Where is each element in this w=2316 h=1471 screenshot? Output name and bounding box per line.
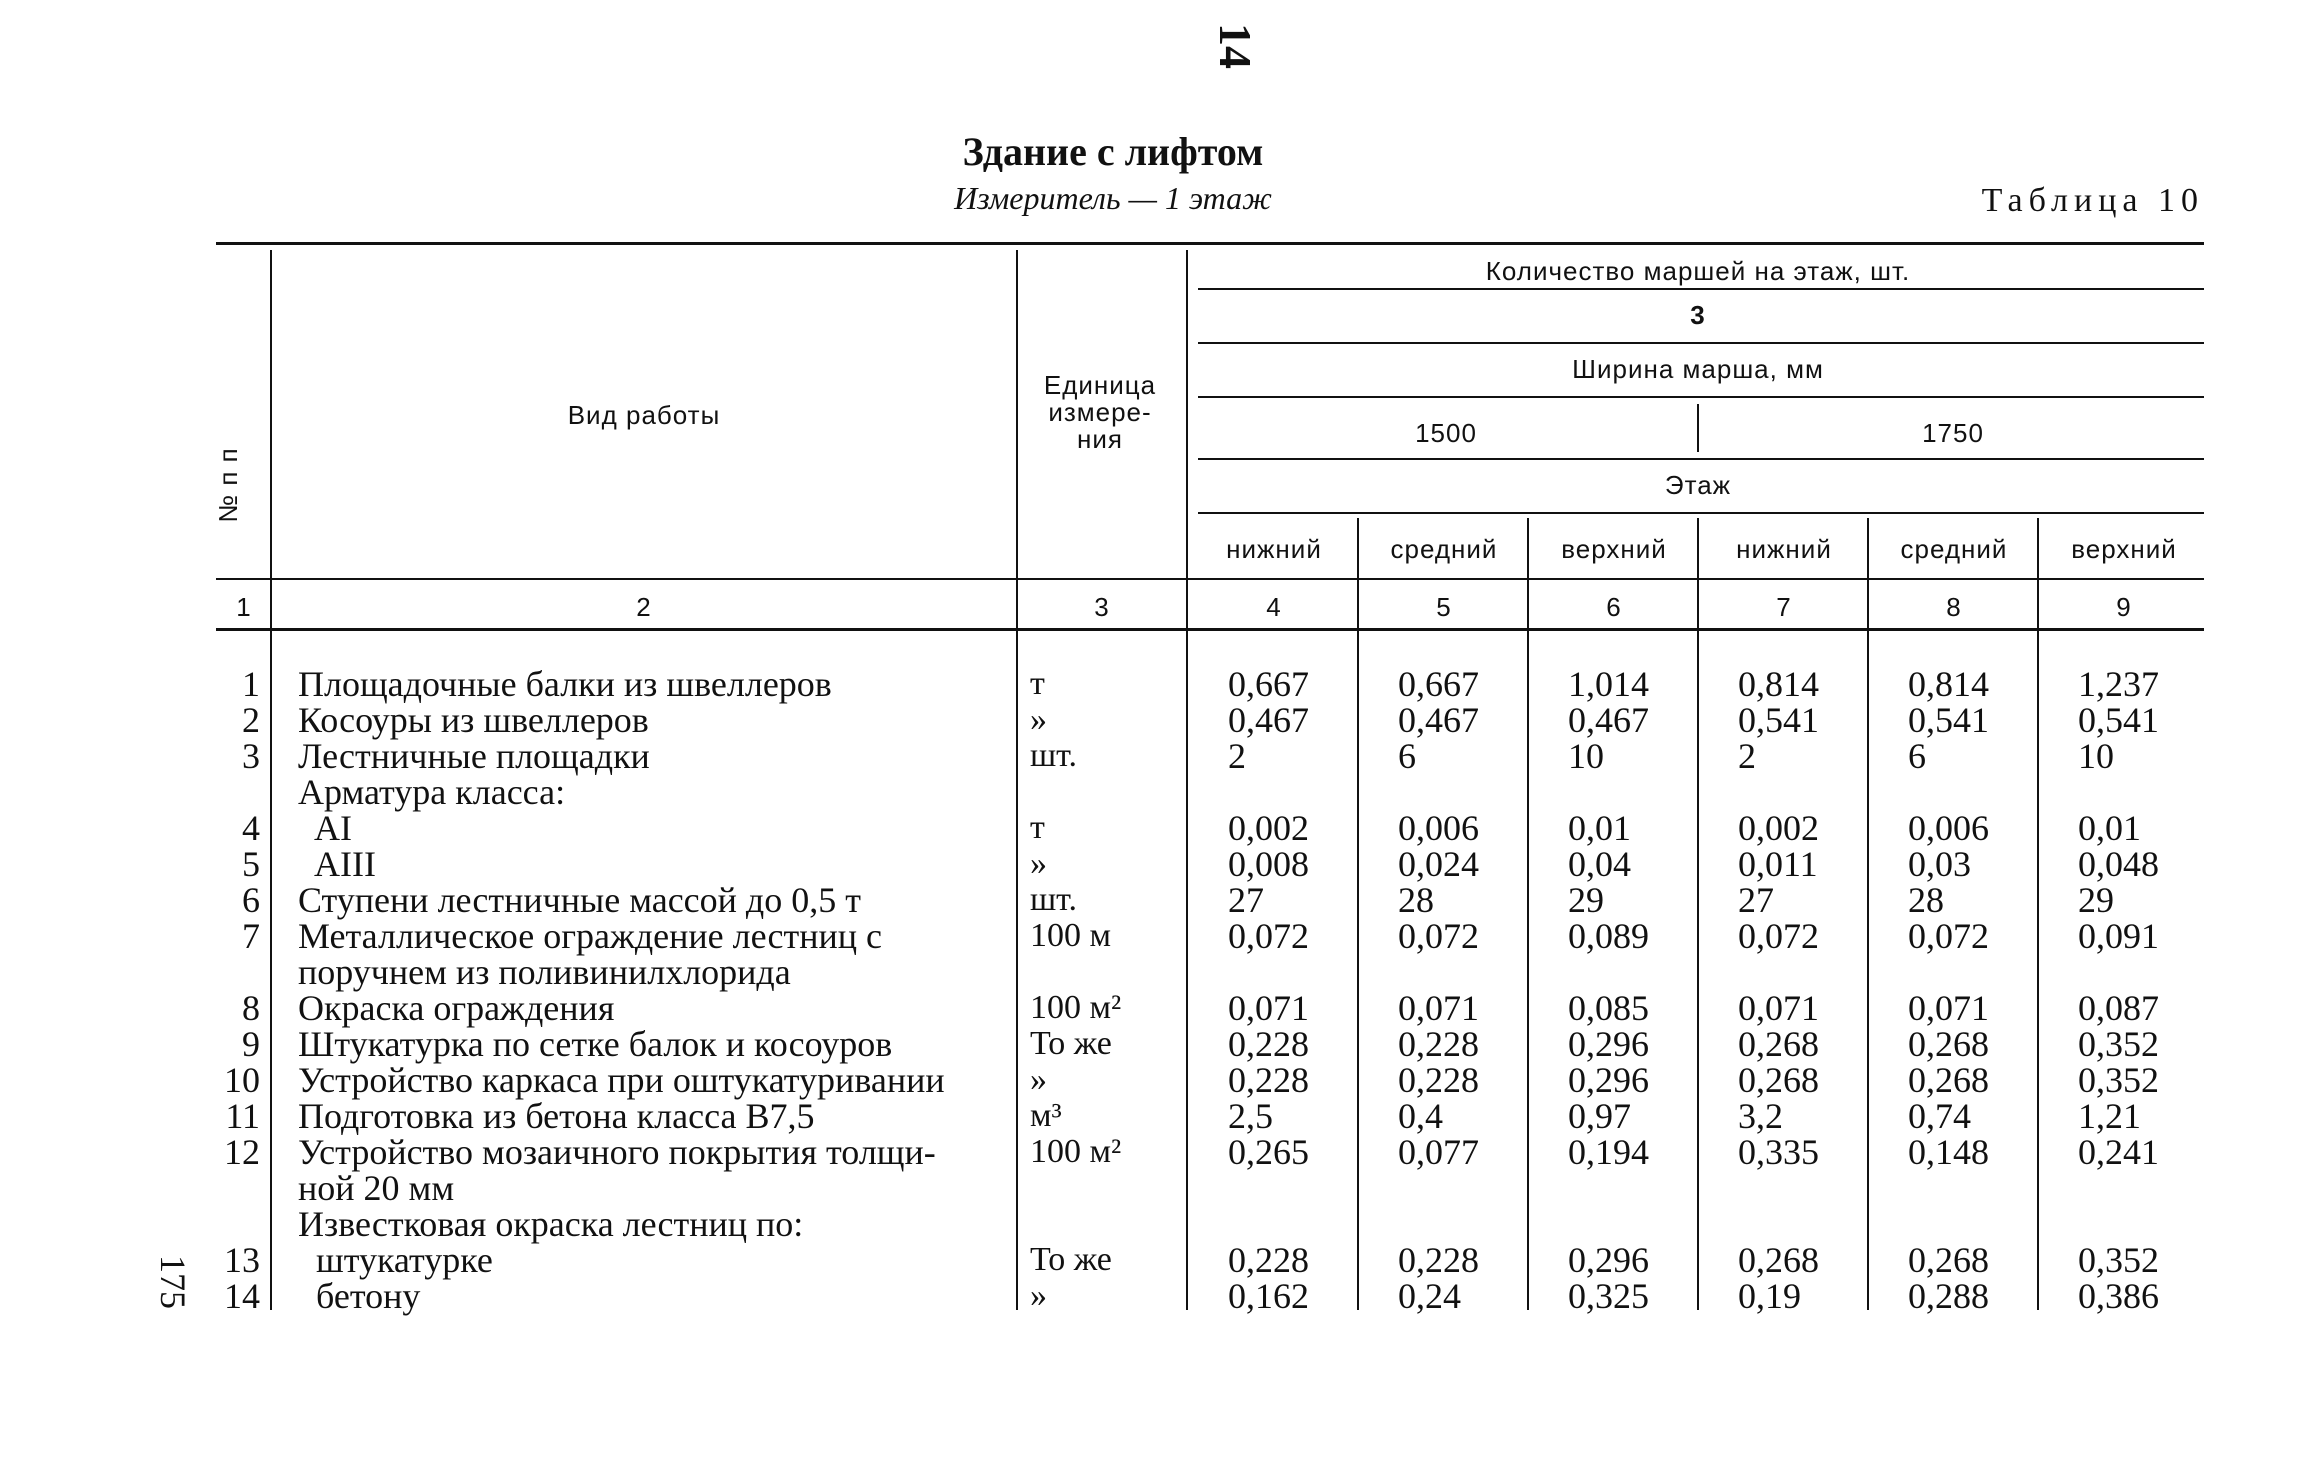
row-value-col-7: 0,335 — [1738, 1132, 1819, 1172]
row-value-col-9: 0,541 — [2078, 700, 2159, 740]
group-rule — [1198, 288, 2204, 290]
row-work-type: Площадочные балки из швеллеров — [298, 664, 832, 704]
header-width-1500: 1500 — [1415, 418, 1477, 448]
row-value-col-6: 0,296 — [1568, 1024, 1649, 1064]
row-value-col-8: 0,006 — [1908, 808, 1989, 848]
floor-rule — [1198, 512, 2204, 514]
row-value-col-9: 0,352 — [2078, 1060, 2159, 1100]
row-number: 12 — [224, 1132, 260, 1172]
header-width-title: Ширина марша, мм — [1572, 354, 1824, 384]
col-sep-unit — [1186, 250, 1188, 1310]
row-value-col-5: 0,077 — [1398, 1132, 1479, 1172]
row-value-col-5: 0,228 — [1398, 1060, 1479, 1100]
row-value-col-6: 0,089 — [1568, 916, 1649, 956]
header-floor-1: нижний — [1226, 534, 1322, 564]
row-value-col-8: 28 — [1908, 880, 1944, 920]
row-unit: » — [1030, 701, 1047, 738]
row-value-col-7: 0,072 — [1738, 916, 1819, 956]
row-value-col-7: 2 — [1738, 736, 1756, 776]
row-value-col-5: 0,228 — [1398, 1240, 1479, 1280]
row-unit: » — [1030, 1277, 1047, 1314]
row-work-type: Подготовка из бетона класса В7,5 — [298, 1096, 815, 1136]
row-work-type: штукатурке — [298, 1240, 493, 1280]
row-unit: 100 м² — [1030, 1133, 1122, 1170]
row-unit: То же — [1030, 1241, 1112, 1278]
row-value-col-9: 0,352 — [2078, 1024, 2159, 1064]
row-work-type: Металлическое ограждение лестниц с — [298, 916, 882, 956]
row-value-col-9: 0,048 — [2078, 844, 2159, 884]
header-width-1750: 1750 — [1922, 418, 1984, 448]
row-value-col-8: 0,288 — [1908, 1276, 1989, 1316]
row-value-col-9: 0,087 — [2078, 988, 2159, 1028]
header-col-unit: Единица измере-ния — [1043, 370, 1157, 454]
width-rule — [1198, 396, 2204, 398]
row-work-type: поручнем из поливинилхлорида — [298, 952, 791, 992]
header-floor-2: средний — [1390, 534, 1498, 564]
row-value-col-5: 0,467 — [1398, 700, 1479, 740]
row-value-col-5: 28 — [1398, 880, 1434, 920]
row-number: 5 — [242, 844, 260, 884]
colnum-bottom-rule — [216, 628, 2204, 631]
row-value-col-6: 0,194 — [1568, 1132, 1649, 1172]
page-title: Здание с лифтом — [962, 129, 1264, 174]
row-value-col-6: 0,04 — [1568, 844, 1631, 884]
row-work-type: AI — [298, 808, 352, 848]
row-number: 3 — [242, 736, 260, 776]
row-value-col-7: 0,268 — [1738, 1060, 1819, 1100]
width-values-rule — [1198, 458, 2204, 460]
colnum-3: 3 — [1094, 592, 1110, 622]
row-work-type: Косоуры из швеллеров — [298, 700, 649, 740]
row-unit: м³ — [1030, 1097, 1062, 1134]
row-value-col-9: 0,091 — [2078, 916, 2159, 956]
table-top-rule — [216, 242, 2204, 245]
row-value-col-7: 0,541 — [1738, 700, 1819, 740]
row-value-col-8: 0,268 — [1908, 1060, 1989, 1100]
row-work-type: AIII — [298, 844, 376, 884]
col-sep-work — [1016, 250, 1018, 1310]
count-rule — [1198, 342, 2204, 344]
header-floor-6: верхний — [2071, 534, 2177, 564]
row-value-col-8: 0,541 — [1908, 700, 1989, 740]
row-unit: То же — [1030, 1025, 1112, 1062]
row-value-col-7: 0,071 — [1738, 988, 1819, 1028]
row-value-col-6: 29 — [1568, 880, 1604, 920]
page-number-top: 14 — [1210, 23, 1261, 69]
row-value-col-8: 0,148 — [1908, 1132, 1989, 1172]
row-value-col-6: 0,296 — [1568, 1060, 1649, 1100]
row-number: 8 — [242, 988, 260, 1028]
row-value-col-4: 0,008 — [1228, 844, 1309, 884]
header-floor-5: средний — [1900, 534, 2008, 564]
col-sep-7 — [1867, 518, 1869, 1310]
row-value-col-4: 0,265 — [1228, 1132, 1309, 1172]
row-number: 14 — [224, 1276, 260, 1316]
row-value-col-7: 0,814 — [1738, 664, 1819, 704]
col-sep-6 — [1697, 518, 1699, 1310]
row-work-type: Известковая окраска лестниц по: — [298, 1204, 804, 1244]
row-value-col-7: 27 — [1738, 880, 1774, 920]
row-value-col-6: 0,01 — [1568, 808, 1631, 848]
row-number: 10 — [224, 1060, 260, 1100]
row-number: 6 — [242, 880, 260, 920]
row-unit: т — [1030, 809, 1045, 846]
row-value-col-4: 27 — [1228, 880, 1264, 920]
row-value-col-9: 0,352 — [2078, 1240, 2159, 1280]
header-group-title: Количество маршей на этаж, шт. — [1485, 256, 1911, 286]
row-unit: 100 м² — [1030, 989, 1122, 1026]
row-value-col-7: 0,002 — [1738, 808, 1819, 848]
row-value-col-9: 0,386 — [2078, 1276, 2159, 1316]
row-value-col-8: 0,814 — [1908, 664, 1989, 704]
col-sep-4 — [1357, 518, 1359, 1310]
row-value-col-6: 0,467 — [1568, 700, 1649, 740]
row-value-col-4: 0,002 — [1228, 808, 1309, 848]
colnum-9: 9 — [2116, 592, 2132, 622]
row-value-col-4: 0,467 — [1228, 700, 1309, 740]
row-value-col-4: 0,228 — [1228, 1024, 1309, 1064]
row-value-col-9: 0,241 — [2078, 1132, 2159, 1172]
table-label: Таблица 10 — [1981, 182, 2204, 219]
row-value-col-6: 0,97 — [1568, 1096, 1631, 1136]
row-value-col-5: 0,4 — [1398, 1096, 1443, 1136]
row-value-col-4: 2,5 — [1228, 1096, 1273, 1136]
row-unit: т — [1030, 665, 1045, 702]
row-value-col-9: 0,01 — [2078, 808, 2141, 848]
row-number: 4 — [242, 808, 260, 848]
row-work-type: Арматура класса: — [298, 772, 566, 812]
row-number: 1 — [242, 664, 260, 704]
colnum-1: 1 — [236, 592, 252, 622]
row-work-type: Окраска ограждения — [298, 988, 615, 1028]
row-value-col-5: 0,006 — [1398, 808, 1479, 848]
colnum-5: 5 — [1436, 592, 1452, 622]
header-floor-4: нижний — [1736, 534, 1832, 564]
row-value-col-8: 0,072 — [1908, 916, 1989, 956]
row-number: 9 — [242, 1024, 260, 1064]
col-sep-no — [270, 250, 272, 1310]
row-value-col-7: 0,19 — [1738, 1276, 1801, 1316]
row-unit: шт. — [1030, 737, 1077, 774]
row-work-type: Штукатурка по сетке балок и косоуров — [298, 1024, 893, 1064]
row-value-col-4: 2 — [1228, 736, 1246, 776]
row-value-col-8: 0,268 — [1908, 1240, 1989, 1280]
colnum-8: 8 — [1946, 592, 1962, 622]
page-number-side: 175 — [153, 1255, 193, 1309]
row-value-col-5: 0,24 — [1398, 1276, 1461, 1316]
row-value-col-4: 0,228 — [1228, 1060, 1309, 1100]
col-sep-5 — [1527, 518, 1529, 1310]
row-number: 7 — [242, 916, 260, 956]
row-value-col-6: 0,296 — [1568, 1240, 1649, 1280]
row-value-col-9: 10 — [2078, 736, 2114, 776]
row-value-col-6: 10 — [1568, 736, 1604, 776]
row-value-col-7: 3,2 — [1738, 1096, 1783, 1136]
colnum-7: 7 — [1776, 592, 1792, 622]
row-number: 13 — [224, 1240, 260, 1280]
row-value-col-8: 0,74 — [1908, 1096, 1971, 1136]
row-unit: шт. — [1030, 881, 1077, 918]
row-value-col-5: 0,071 — [1398, 988, 1479, 1028]
row-value-col-8: 0,03 — [1908, 844, 1971, 884]
row-value-col-4: 0,072 — [1228, 916, 1309, 956]
row-value-col-4: 0,667 — [1228, 664, 1309, 704]
row-number: 2 — [242, 700, 260, 740]
row-value-col-4: 0,228 — [1228, 1240, 1309, 1280]
header-marsh-count: 3 — [1690, 300, 1706, 330]
row-value-col-8: 0,071 — [1908, 988, 1989, 1028]
row-work-type: Устройство каркаса при оштукатуривании — [298, 1060, 945, 1100]
row-work-type: ной 20 мм — [298, 1168, 455, 1208]
row-unit: » — [1030, 1061, 1047, 1098]
row-value-col-9: 29 — [2078, 880, 2114, 920]
row-work-type: бетону — [298, 1276, 421, 1316]
row-value-col-7: 0,268 — [1738, 1024, 1819, 1064]
row-value-col-5: 0,024 — [1398, 844, 1479, 884]
row-value-col-5: 0,228 — [1398, 1024, 1479, 1064]
header-floor-title: Этаж — [1664, 470, 1732, 500]
row-value-col-7: 0,011 — [1738, 844, 1818, 884]
row-value-col-5: 6 — [1398, 736, 1416, 776]
row-value-col-9: 1,21 — [2078, 1096, 2141, 1136]
colnum-4: 4 — [1266, 592, 1282, 622]
row-work-type: Устройство мозаичного покрытия толщи- — [298, 1132, 936, 1172]
row-value-col-5: 0,072 — [1398, 916, 1479, 956]
row-value-col-5: 0,667 — [1398, 664, 1479, 704]
colnum-2: 2 — [636, 592, 652, 622]
colnum-6: 6 — [1606, 592, 1622, 622]
header-col-no: № п п — [213, 447, 243, 523]
row-work-type: Ступени лестничные массой до 0,5 т — [298, 880, 861, 920]
row-value-col-6: 0,325 — [1568, 1276, 1649, 1316]
row-value-col-7: 0,268 — [1738, 1240, 1819, 1280]
row-value-col-6: 1,014 — [1568, 664, 1649, 704]
header-floor-3: верхний — [1561, 534, 1667, 564]
row-value-col-9: 1,237 — [2078, 664, 2159, 704]
row-unit: 100 м — [1030, 917, 1112, 954]
row-value-col-8: 6 — [1908, 736, 1926, 776]
header-bottom-rule — [216, 578, 2204, 580]
row-value-col-4: 0,071 — [1228, 988, 1309, 1028]
page-subtitle: Измеритель — 1 этаж — [954, 180, 1272, 216]
col-sep-8 — [2037, 518, 2039, 1310]
row-work-type: Лестничные площадки — [298, 736, 650, 776]
row-value-col-8: 0,268 — [1908, 1024, 1989, 1064]
header-col-work: Вид работы — [567, 400, 721, 430]
row-number: 11 — [225, 1096, 260, 1136]
row-value-col-6: 0,085 — [1568, 988, 1649, 1028]
row-unit: » — [1030, 845, 1047, 882]
row-value-col-4: 0,162 — [1228, 1276, 1309, 1316]
